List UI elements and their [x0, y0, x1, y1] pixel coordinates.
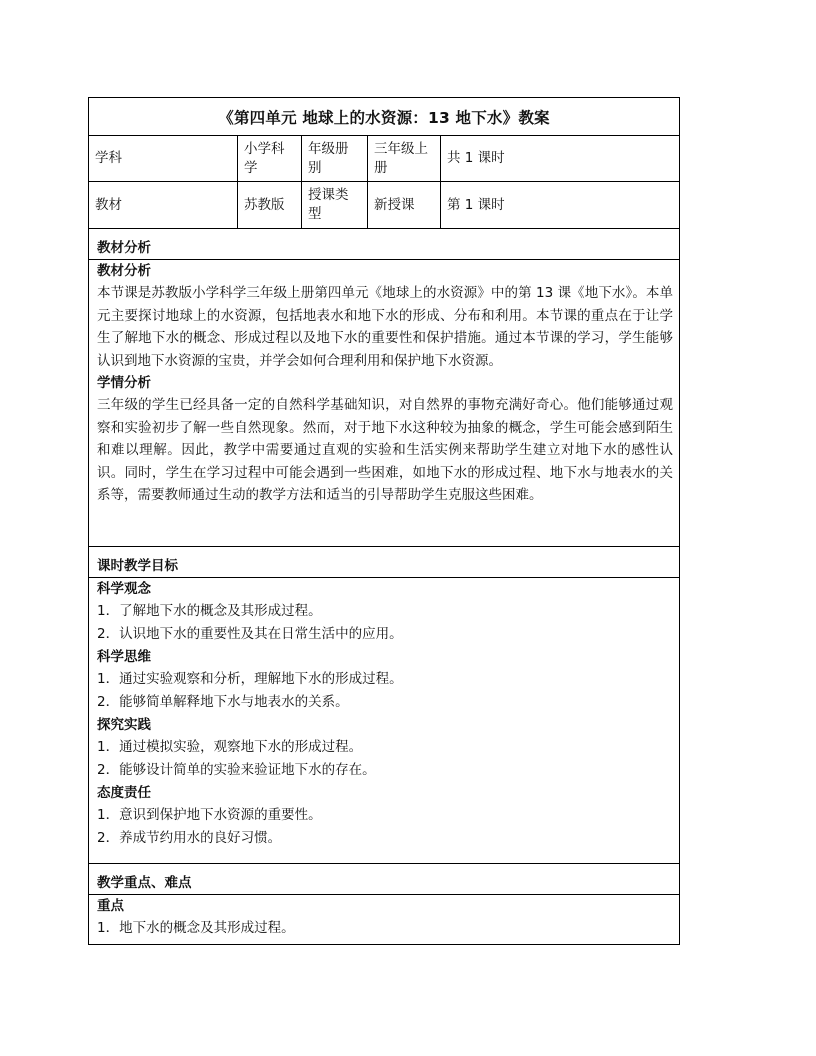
value-lesson-type: 新授课 — [368, 182, 441, 228]
list-item: 1．通过模拟实验，观察地下水的形成过程。 — [97, 739, 363, 755]
objective-group-title: 探究实践 — [97, 717, 151, 733]
list-item: 1．地下水的概念及其形成过程。 — [97, 920, 295, 936]
value-grade: 三年级上册 — [368, 136, 441, 181]
list-item: 2．能够简单解释地下水与地表水的关系。 — [97, 694, 349, 710]
key-points-heading: 教学重点、难点 — [97, 875, 192, 891]
list-item: 2．能够设计简单的实验来验证地下水的存在。 — [97, 762, 376, 778]
label-lesson-type: 授课类型 — [302, 182, 368, 228]
label-subject: 学科 — [89, 136, 238, 181]
info-row-textbook — [89, 182, 679, 229]
material-analysis-subheading: 教材分析 — [89, 259, 679, 282]
objective-group-title: 态度责任 — [97, 785, 151, 801]
list-item: 1．通过实验观察和分析，理解地下水的形成过程。 — [97, 671, 403, 687]
key-points-section — [89, 864, 679, 945]
objectives-section — [89, 547, 679, 864]
value-textbook: 苏教版 — [238, 182, 302, 228]
value-subject: 小学科学 — [238, 136, 302, 181]
value-duration: 共 1 课时 — [447, 150, 505, 166]
info-row-subject — [89, 136, 679, 182]
material-analysis-section — [89, 229, 679, 547]
key-points-subheading: 重点 — [89, 894, 679, 917]
value-lesson-number: 第 1 课时 — [447, 196, 505, 213]
list-item: 1．意识到保护地下水资源的重要性。 — [97, 807, 322, 823]
objectives-heading: 课时教学目标 — [97, 558, 178, 574]
list-item: 1．了解地下水的概念及其形成过程。 — [97, 603, 322, 619]
list-item: 2．认识地下水的重要性及其在日常生活中的应用。 — [97, 626, 403, 642]
lesson-plan-table — [88, 97, 680, 945]
objective-group-title: 科学思维 — [97, 649, 151, 665]
learner-analysis-heading: 学情分析 — [97, 375, 151, 391]
material-analysis-heading: 教材分析 — [97, 240, 151, 256]
material-analysis-text: 本节课是苏教版小学科学三年级上册第四单元《地球上的水资源》中的第 13 课《地下水》。本单元主要探讨地球上的水资源，包括地表水和地下水的形成、分布和利用。本节课的重点在于让学生了解地下水的概念、形成过程以及地下水的重要性和保护措施。通过本节课的学习，学生能够认识到地下水资源的宝贵，并学会如何合理利用和保护地下水资源。 — [97, 285, 673, 369]
list-item: 2．养成节约用水的良好习惯。 — [97, 830, 282, 846]
label-grade: 年级册别 — [302, 136, 368, 181]
objective-group-title: 科学观念 — [89, 577, 679, 600]
document-title: 《第四单元 地球上的水资源：13 地下水》教案 — [89, 98, 679, 136]
learner-analysis-text: 三年级的学生已经具备一定的自然科学基础知识，对自然界的事物充满好奇心。他们能够通过观察和实验初步了解一些自然现象。然而，对于地下水这种较为抽象的概念，学生可能会感到陌生和难以理解。因此，教学中需要通过直观的实验和生活实例来帮助学生建立对地下水的感性认识。同时，学生在学习过程中可能会遇到一些困难，如地下水的形成过程、地下水与地表水的关系等，需要教师通过生动的教学方法和适当的引导帮助学生克服这些困难。 — [97, 397, 673, 503]
label-textbook: 教材 — [89, 182, 238, 228]
